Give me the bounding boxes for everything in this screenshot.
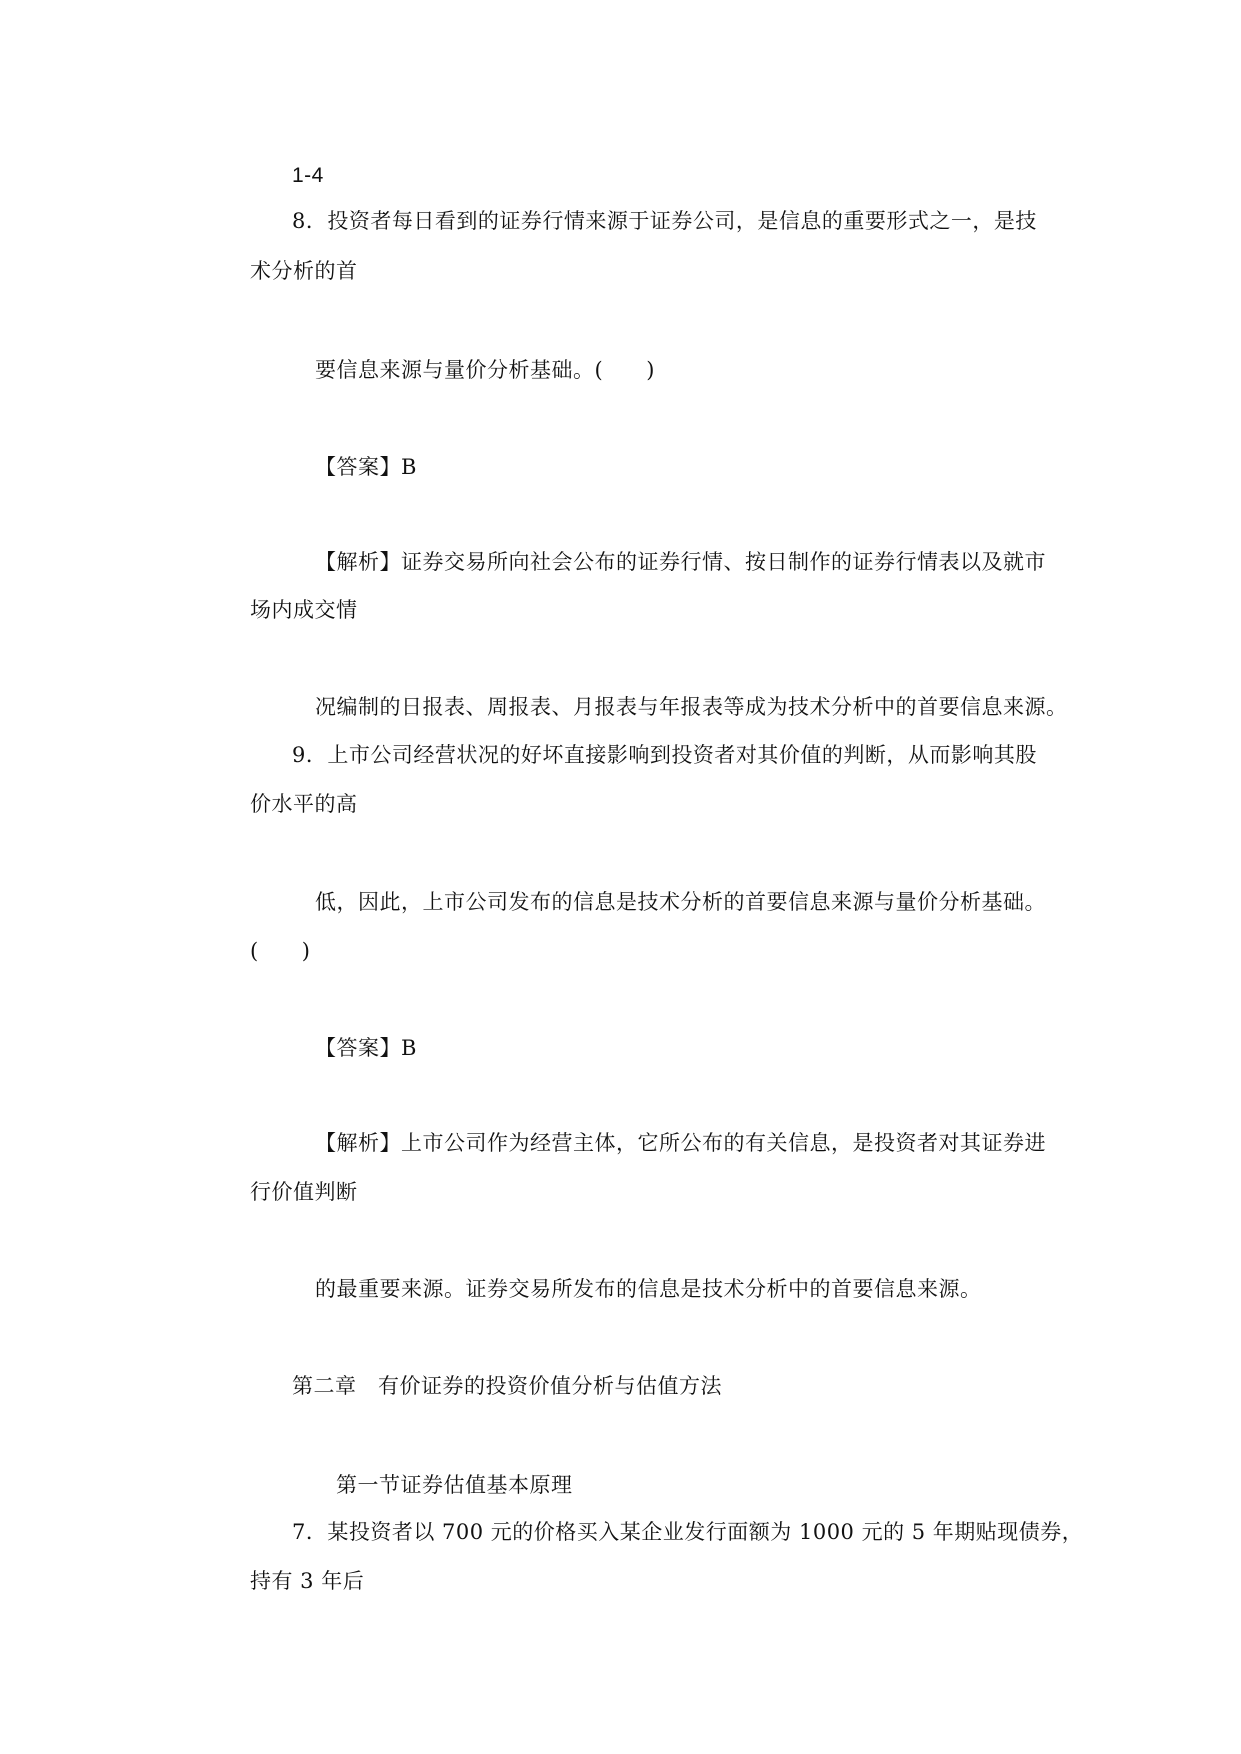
question-8-line-3: 要信息来源与量价分析基础。( ) [315, 358, 655, 382]
question-9-line-4: ( ) [250, 939, 311, 963]
question-8-analysis-line-3: 况编制的日报表、周报表、月报表与年报表等成为技术分析中的首要信息来源。 [315, 695, 1068, 719]
question-7-line-1: 7．某投资者以 700 元的价格买入某企业发行面额为 1000 元的 5 年期贴现债券， [292, 1520, 1084, 1544]
question-9-line-3: 低，因此，上市公司发布的信息是技术分析的首要信息来源与量价分析基础。 [315, 890, 1046, 914]
chapter-title: 第二章 有价证券的投资价值分析与估值方法 [292, 1374, 722, 1398]
question-7-line-2: 持有 3 年后 [250, 1569, 365, 1593]
question-8-line-1: 8．投资者每日看到的证券行情来源于证券公司，是信息的重要形式之一，是技 [292, 209, 1037, 233]
question-9-analysis-line-2: 行价值判断 [250, 1180, 358, 1204]
question-8-answer: 【答案】B [315, 455, 417, 479]
question-8-analysis-line-2: 场内成交情 [250, 598, 358, 622]
question-8-line-2: 术分析的首 [250, 259, 358, 283]
section-number: 1-4 [292, 164, 324, 187]
section-title: 第一节证券估值基本原理 [336, 1473, 573, 1497]
question-9-answer: 【答案】B [315, 1036, 417, 1060]
question-9-line-1: 9．上市公司经营状况的好坏直接影响到投资者对其价值的判断，从而影响其股 [292, 743, 1037, 767]
question-9-analysis-line-1: 【解析】上市公司作为经营主体，它所公布的有关信息，是投资者对其证券进 [315, 1131, 1046, 1155]
question-8-analysis-line-1: 【解析】证券交易所向社会公布的证券行情、按日制作的证券行情表以及就市 [315, 550, 1046, 574]
question-9-analysis-line-3: 的最重要来源。证券交易所发布的信息是技术分析中的首要信息来源。 [315, 1277, 982, 1301]
question-9-line-2: 价水平的高 [250, 792, 358, 816]
